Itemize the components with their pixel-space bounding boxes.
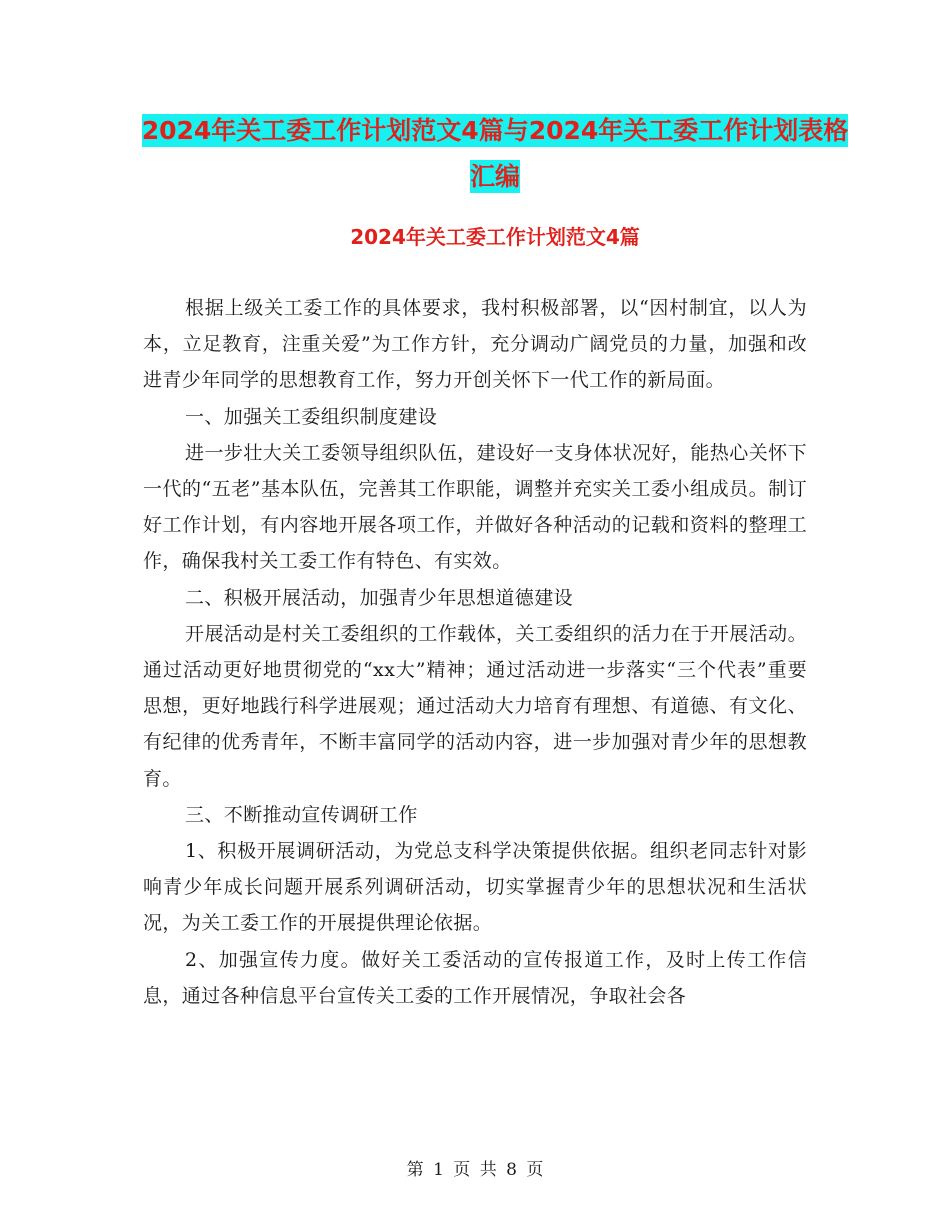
page-number-footer: 第 1 页 共 8 页 bbox=[406, 1160, 544, 1180]
paragraph-section-3-item-2: 2、加强宣传力度。做好关工委活动的宣传报道工作，及时上传工作信息，通过各种信息平台宣传关工委的工作开展情况，争取社会各 bbox=[143, 948, 807, 1007]
paragraph-intro: 根据上级关工委工作的具体要求，我村积极部署，以“因村制宜，以人为本，立足教育，注重关爱”为工作方针，充分调动广阔党员的力量，加强和改进青少年同学的思想教育工作，努力开创关怀下一代工作的新局面。 bbox=[143, 297, 807, 392]
heading-section-3: 三、不断推动宣传调研工作 bbox=[185, 803, 418, 826]
document-title-highlight: 2024年关工委工作计划范文4篇与2024年关工委工作计划表格汇编 bbox=[141, 116, 849, 191]
heading-section-2: 二、积极开展活动，加强青少年思想道德建设 bbox=[185, 586, 574, 609]
heading-section-1: 一、加强关工委组织制度建设 bbox=[185, 405, 438, 428]
paragraph-section-3-item-1: 1、积极开展调研活动，为党总支科学决策提供依据。组织老同志针对影响青少年成长问题开展系列调研活动，切实掌握青少年的思想状况和生活状况，为关工委工作的开展提供理论依据。 bbox=[143, 840, 807, 935]
paragraph-section-2: 开展活动是村关工委组织的工作载体，关工委组织的活力在于开展活动。通过活动更好地贯彻党的“xx大”精神；通过活动进一步落实“三个代表”重要思想，更好地践行科学进展观；通过活动大力培育有理想、有道德、有文化、有纪律的优秀青年，不断丰富同学的活动内容，进一步加强对青少年的思想教育。 bbox=[143, 622, 807, 790]
document-body bbox=[143, 290, 807, 1014]
paragraph-section-1: 进一步壮大关工委领导组织队伍，建设好一支身体状况好，能热心关怀下一代的“五老”基本队伍，完善其工作职能，调整并充实关工委小组成员。制订好工作计划，有内容地开展各项工作，并做好各种活动的记载和资料的整理工作，确保我村关工委工作有特色、有实效。 bbox=[143, 441, 807, 573]
section-title: 2024年关工委工作计划范文4篇 bbox=[350, 225, 640, 249]
document-title bbox=[140, 108, 850, 200]
